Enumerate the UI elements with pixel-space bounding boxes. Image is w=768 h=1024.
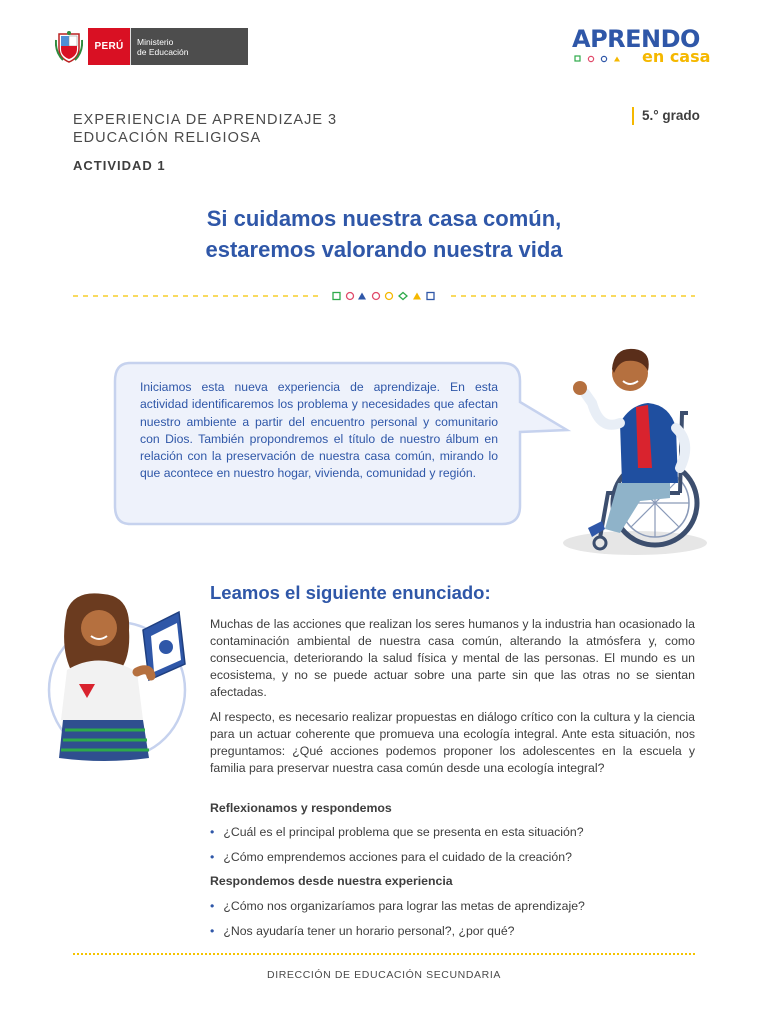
ministerio-label: [130, 28, 248, 65]
question-text: ¿Nos ayudaría tener un horario personal?, ¿por qué?: [223, 924, 515, 938]
list-item: [210, 825, 584, 839]
boy-wheelchair-illustration: [530, 343, 710, 558]
title-line2: estaremos valorando nuestra vida: [205, 237, 563, 262]
list-item: [210, 850, 572, 864]
girl-book-illustration: [45, 590, 195, 765]
bullet-icon: •: [210, 850, 215, 864]
decorative-divider: [73, 288, 695, 304]
footer-divider: [73, 953, 695, 955]
ministerio-line2: de Educación: [137, 47, 189, 57]
bullet-icon: •: [210, 825, 215, 839]
activity-label: ACTIVIDAD 1: [73, 158, 166, 173]
decorative-shapes-icon: [574, 55, 634, 63]
grade-label: 5.° grado: [632, 107, 700, 125]
subheading-reflexionamos: Reflexionamos y respondemos: [210, 801, 392, 815]
footer-text: DIRECCIÓN DE EDUCACIÓN SECUNDARIA: [267, 969, 501, 981]
section-heading: Leamos el siguiente enunciado:: [210, 582, 491, 603]
page-title: [0, 203, 768, 265]
bubble-text: Iniciamos esta nueva experiencia de aprendizaje. En esta actividad identificaremos los problema y necesidades que afectan nuestro ambiente a partir del encuentro personal y comunitario con Dios. También propondremos el título de nuestro álbum en relación con la preservación de nuestra casa común, mirando lo que acontece en nuestro hogar, vivienda, comunidad y región.: [140, 380, 498, 481]
subheading-respondemos: Respondemos desde nuestra experiencia: [210, 874, 453, 888]
list-item: [210, 924, 515, 938]
bullet-icon: •: [210, 899, 215, 913]
aprendo-text: APRENDO: [572, 25, 700, 53]
experience-line: EXPERIENCIA DE APRENDIZAJE 3: [73, 112, 338, 128]
aprendo-en-casa-logo: [572, 26, 717, 72]
escudo-icon: [54, 28, 84, 66]
subject-line: EDUCACIÓN RELIGIOSA: [73, 130, 262, 146]
question-text: ¿Cuál es el principal problema que se presenta en esta situación?: [223, 825, 584, 839]
paragraph-1: Muchas de las acciones que realizan los seres humanos y la industria han ocasionado la contaminación ambiental de nuestra casa común, alterando la atmósfera y, como consecuencia, deteriorando la salud física y mental de las personas. El mundo es un ecosistema, y no se puede actuar sobre una parte sin que las otras no se sientan afectadas.: [210, 617, 695, 699]
en-casa-text: en casa: [642, 47, 711, 66]
ministerio-line1: Ministerio: [137, 37, 174, 47]
minedu-logo: [54, 28, 248, 66]
question-text: ¿Cómo emprendemos acciones para el cuidado de la creación?: [223, 850, 572, 864]
experience-heading: [73, 111, 337, 147]
bullet-icon: •: [210, 924, 215, 938]
list-item: [210, 899, 585, 913]
paragraph-2: Al respecto, es necesario realizar propuestas en diálogo crítico con la cultura y la ciencia para un actuar coherente que promueva una ecología integral. Ante esta situación, nos preguntamos: ¿Qué acciones podemos proponer los adolescentes en la escuela y familia para preservar nuestra casa común desde una ecología integral?: [210, 710, 695, 775]
title-line1: Si cuidamos nuestra casa común,: [206, 206, 562, 231]
peru-label: PERÚ: [88, 28, 130, 65]
question-text: ¿Cómo nos organizaríamos para lograr las metas de aprendizaje?: [223, 899, 585, 913]
